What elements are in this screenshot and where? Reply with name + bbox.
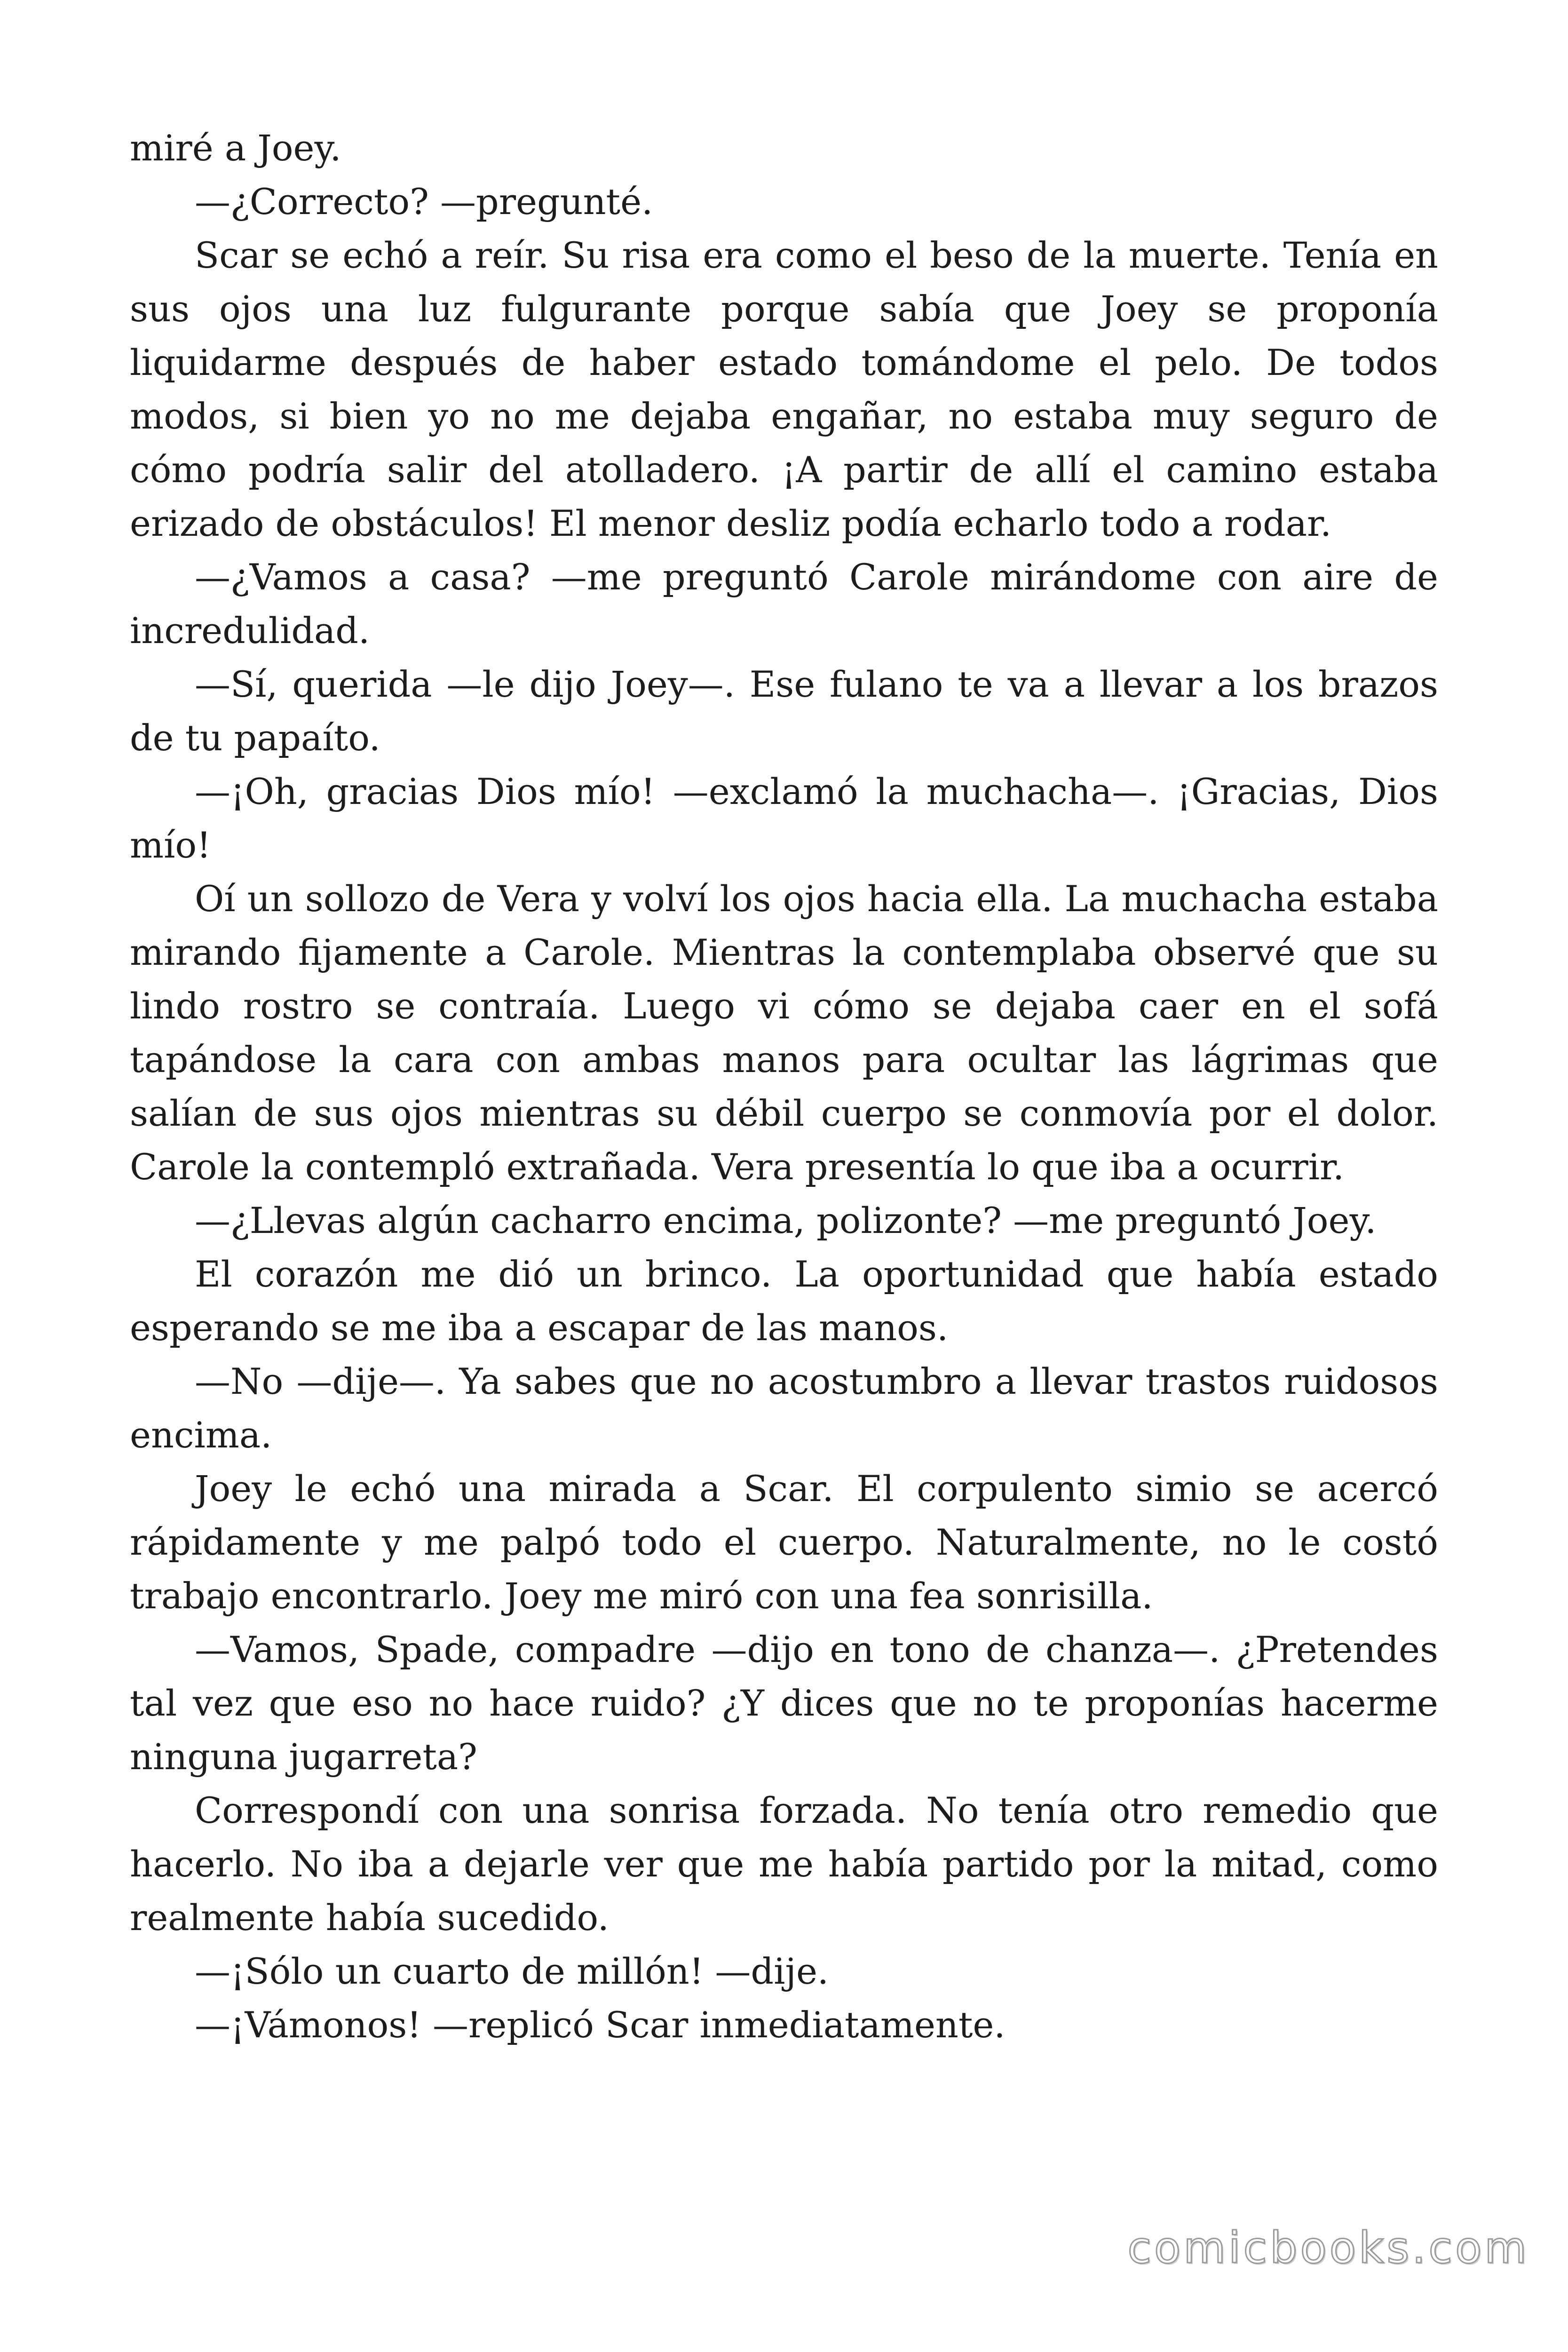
paragraph: —No —dije—. Ya sabes que no acostumbro a llevar trastos ruidosos encima. (130, 1360, 1438, 1456)
paragraph: —¡Vámonos! —replicó Scar inmediatamente. (195, 2004, 1006, 2046)
body-text (130, 121, 1438, 2052)
paragraph: El corazón me dió un brinco. La oportunidad que había estado esperando se me iba a escapar de las manos. (130, 1253, 1438, 1349)
watermark: comicbooks.com (1127, 2223, 1529, 2273)
paragraph: —¡Sólo un cuarto de millón! —dije. (195, 1950, 829, 1992)
paragraph: miré a Joey. (130, 127, 341, 169)
paragraph: Scar se echó a reír. Su risa era como el beso de la muerte. Tenía en sus ojos una luz fulgurante porque sabía que Joey se proponía liquidarme después de haber estado tomándome el pelo. De todos modos, si bien yo no me dejaba engañar, no estaba muy seguro de cómo podría salir del atolladero. ¡A partir de allí el camino estaba erizado de obstáculos! El menor desliz podía echarlo todo a rodar. (130, 234, 1438, 544)
paragraph: —¿Llevas algún cacharro encima, polizonte? —me preguntó Joey. (195, 1200, 1377, 1241)
paragraph: Joey le echó una mirada a Scar. El corpulento simio se acercó rápidamente y me palpó todo el cuerpo. Naturalmente, no le costó trabajo encontrarlo. Joey me miró con una fea sonrisilla. (130, 1468, 1438, 1617)
paragraph: —¿Correcto? —pregunté. (195, 181, 653, 222)
paragraph: Correspondí con una sonrisa forzada. No tenía otro remedio que hacerlo. No iba a dejarle ver que me había partido por la mitad, como realmente había sucedido. (130, 1789, 1438, 1939)
paragraph: Oí un sollozo de Vera y volví los ojos hacia ella. La muchacha estaba mirando fijamente a Carole. Mientras la contemplaba observé que su lindo rostro se contraía. Luego vi cómo se dejaba caer en el sofá tapándose la cara con ambas manos para ocultar las lágrimas que salían de sus ojos mientras su débil cuerpo se conmovía por el dolor. Carole la contempló extrañada. Vera presentía lo que iba a ocurrir. (130, 878, 1438, 1188)
paragraph: —¿Vamos a casa? —me preguntó Carole mirándome con aire de incredulidad. (130, 556, 1438, 652)
paragraph: —Vamos, Spade, compadre —dijo en tono de chanza—. ¿Pretendes tal vez que eso no hace ruido? ¿Y dices que no te proponías hacerme ninguna jugarreta? (130, 1629, 1438, 1778)
paragraph: —Sí, querida —le dijo Joey—. Ese fulano te va a llevar a los brazos de tu papaíto. (130, 663, 1438, 759)
paragraph: —¡Oh, gracias Dios mío! —exclamó la muchacha—. ¡Gracias, Dios mío! (130, 771, 1438, 866)
